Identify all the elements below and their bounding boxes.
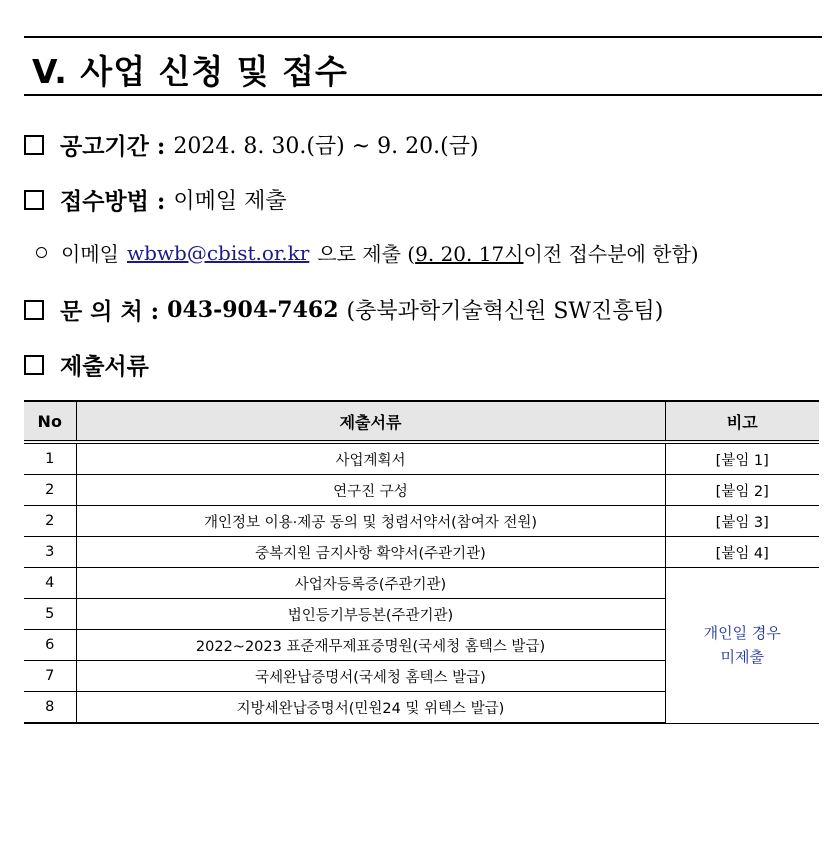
cell-doc: 2022~2023 표준재무제표증명원(국세청 홈텍스 발급) (76, 630, 665, 661)
contact-label: 문 의 처 : (60, 298, 160, 325)
cell-doc: 연구진 구성 (76, 475, 665, 506)
checkbox-icon (24, 355, 44, 375)
table-header-row (24, 401, 819, 442)
period-row (24, 128, 479, 161)
cell-no: 5 (24, 599, 76, 630)
merged-note-line2: 미제출 (720, 648, 764, 667)
cell-note: [붙임 2] (665, 475, 819, 506)
cell-doc: 지방세완납증명서(민원24 및 위텍스 발급) (76, 692, 665, 724)
section-title: V. 사업 신청 및 접수 (32, 52, 348, 91)
cell-no: 2 (24, 506, 76, 537)
period-value: 2024. 8. 30.(금) ~ 9. 20.(금) (173, 134, 479, 159)
checkbox-icon (24, 135, 44, 155)
cell-doc: 국세완납증명서(국세청 홈텍스 발급) (76, 661, 665, 692)
cell-note: [붙임 1] (665, 442, 819, 475)
documents-table (24, 400, 819, 724)
table-row (24, 442, 819, 475)
cell-no: 8 (24, 692, 76, 724)
cell-note: [붙임 4] (665, 537, 819, 568)
table-row (24, 568, 819, 599)
deadline-text: 9. 20. 17시 (415, 242, 524, 266)
method-row (24, 183, 287, 216)
cell-doc: 중복지원 금지사항 확약서(주관기관) (76, 537, 665, 568)
table-row (24, 537, 819, 568)
documents-row (24, 348, 149, 381)
contact-row (24, 293, 663, 326)
header-no: No (24, 401, 76, 442)
cell-no: 1 (24, 442, 76, 475)
merged-note-cell (665, 568, 819, 724)
method-value: 이메일 제출 (173, 189, 287, 214)
header-doc: 제출서류 (76, 401, 665, 442)
email-note-suffix: 이전 접수분에 한함) (523, 242, 699, 266)
cell-doc: 사업자등록증(주관기관) (76, 568, 665, 599)
cell-no: 4 (24, 568, 76, 599)
email-note-prefix: 이메일 (61, 242, 119, 266)
header-note: 비고 (665, 401, 819, 442)
cell-no: 3 (24, 537, 76, 568)
cell-doc: 사업계획서 (76, 442, 665, 475)
bullet-circle-icon (36, 247, 47, 258)
email-note-row (36, 238, 836, 267)
email-link[interactable]: wbwb@cbist.or.kr (126, 240, 310, 265)
checkbox-icon (24, 190, 44, 210)
cell-note: [붙임 3] (665, 506, 819, 537)
documents-label: 제출서류 (60, 353, 149, 380)
cell-doc: 법인등기부등본(주관기관) (76, 599, 665, 630)
cell-doc: 개인정보 이용·제공 동의 및 청렴서약서(참여자 전원) (76, 506, 665, 537)
period-label: 공고기간 : (60, 133, 166, 160)
email-note-middle: 으로 제출 ( (317, 242, 416, 266)
method-label: 접수방법 : (60, 188, 166, 215)
table-row (24, 506, 819, 537)
merged-note-line1: 개인일 경우 (703, 624, 781, 643)
table-row (24, 475, 819, 506)
section-title-bar (24, 36, 822, 96)
checkbox-icon (24, 300, 44, 320)
contact-phone: 043-904-7462 (167, 296, 339, 323)
contact-org: (충북과학기술혁신원 SW진흥팀) (346, 299, 664, 324)
cell-no: 2 (24, 475, 76, 506)
cell-no: 7 (24, 661, 76, 692)
cell-no: 6 (24, 630, 76, 661)
